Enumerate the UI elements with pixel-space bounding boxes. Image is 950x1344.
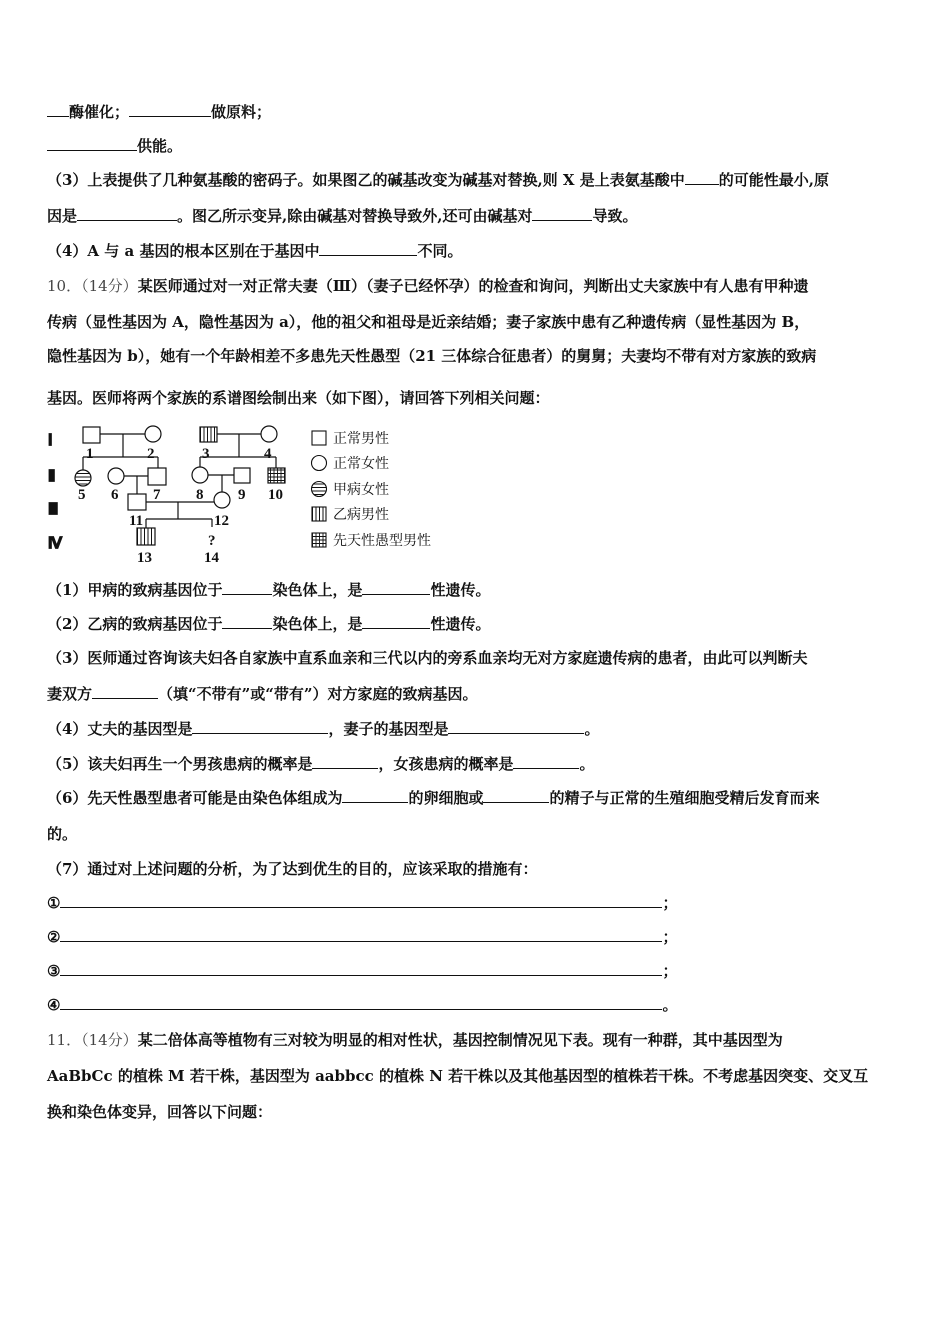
id-label: 1 (86, 446, 94, 462)
text: 某二倍体高等植物有三对较为明显的相对性状，基因控制情况见下表。现有一种群，其中基因型为 (137, 1031, 783, 1049)
blank (362, 614, 430, 629)
text: ； (662, 928, 678, 946)
legend-label: 甲病女性 (333, 482, 389, 498)
id-label: 10 (268, 487, 283, 503)
text: 。 (579, 755, 595, 773)
line: 隐性基因为 b），她有一个年龄相差不多患先天性愚型（21 三体综合征患者）的舅舅；夫妻均不带有对方家族的致病 (47, 347, 817, 365)
gen-label: Ⅳ (48, 536, 62, 552)
blank (685, 170, 719, 185)
text: （填“不带有”或“带有”）对方家庭的致病基因。 (158, 685, 478, 703)
text: 的精子与正常的生殖细胞受精后发育而来 (549, 789, 820, 807)
line (47, 754, 594, 774)
blank (532, 206, 592, 221)
id-label: 12 (214, 513, 229, 529)
text: 染色体上，是 (272, 615, 363, 633)
female-normal-4 (261, 426, 277, 442)
line (47, 893, 677, 913)
line: （7）通过对上述问题的分析，为了达到优生的目的，应该采取的措施有： (47, 860, 538, 878)
id-label: 2 (147, 446, 155, 462)
text: 某医师通过对一对正常夫妻（Ⅲ）（妻子已经怀孕）的检查和询问，判断出丈夫家族中有人患有甲种遗 (137, 277, 809, 295)
female-normal-12 (214, 492, 230, 508)
blank (92, 684, 158, 699)
text: （1）甲病的致病基因位于 (47, 581, 223, 599)
legend-female-disease-a-icon (312, 482, 327, 497)
blank (192, 719, 328, 734)
female-normal-2 (145, 426, 161, 442)
text: （2）乙病的致病基因位于 (47, 615, 223, 633)
text: ② (47, 928, 61, 946)
line (47, 580, 490, 600)
id-label: 6 (111, 487, 119, 503)
text: 。 (584, 720, 600, 738)
text: 。 (662, 996, 678, 1014)
gen-label: Ⅰ (48, 433, 53, 449)
text: 酶催化； (69, 103, 130, 121)
gen-label: Ⅱ (48, 469, 56, 485)
legend-label: 乙病男性 (333, 507, 389, 523)
line (47, 1030, 783, 1050)
line: 基因。医师将两个家族的系谱图绘制出来（如下图），请回答下列相关问题： (47, 389, 550, 407)
unknown-label: ? (208, 533, 216, 549)
legend-male-disease-b-icon (312, 507, 326, 521)
pedigree-chart (0, 0, 463, 580)
line: AaBbCc 的植株 M 若干株，基因型为 aabbcc 的植株 N 若干株以及其他基因型的植株若干株。不考虑基因突变、交叉互 (47, 1067, 869, 1085)
male-normal-7 (148, 468, 166, 485)
text: 性遗传。 (430, 615, 491, 633)
male-normal-9 (234, 468, 250, 483)
line (47, 788, 819, 808)
text: 妻双方 (47, 685, 93, 703)
id-label: 5 (78, 487, 86, 503)
text: （4）丈夫的基因型是 (47, 720, 193, 738)
text: ① (47, 894, 61, 912)
male-normal-11 (128, 494, 146, 510)
text: 因是 (47, 207, 78, 225)
line (47, 719, 599, 739)
text: 导致。 (592, 207, 638, 225)
line: 传病（显性基因为 A，隐性基因为 a），他的祖父和祖母是近亲结婚；妻子家族中患有乙种遗传病（显性基因为 B， (47, 313, 810, 331)
line (47, 961, 677, 981)
id-label: 3 (202, 446, 210, 462)
blank (222, 580, 272, 595)
blank (60, 995, 662, 1010)
legend-male-down-icon (312, 533, 326, 547)
line (47, 995, 677, 1015)
id-label: 11 (129, 513, 144, 529)
gen-label: Ⅲ (48, 502, 59, 518)
text: ④ (47, 996, 61, 1014)
text: 做原料； (211, 103, 272, 121)
line (47, 927, 677, 947)
text: （6）先天性愚型患者可能是由染色体组成为 (47, 789, 343, 807)
blank (222, 614, 272, 629)
legend-label: 正常女性 (333, 456, 389, 472)
legend-female-normal-icon (312, 456, 327, 471)
id-label: 8 (196, 487, 204, 503)
female-normal-8 (192, 467, 208, 483)
text: ，妻子的基因型是 (328, 720, 449, 738)
text: ； (662, 962, 678, 980)
text: 性遗传。 (430, 581, 491, 599)
blank (513, 754, 579, 769)
text: 供能。 (137, 137, 183, 155)
text: 的可能性最小,原 (718, 171, 829, 189)
id-label: 13 (137, 550, 152, 566)
blank (60, 961, 662, 976)
female-normal-6 (108, 468, 124, 484)
text: （5）该夫妇再生一个男孩患病的概率是 (47, 755, 313, 773)
male-disease-b-13 (137, 528, 155, 545)
female-disease-a-5 (75, 470, 91, 486)
question-number: 11．（14分） (47, 1031, 138, 1049)
blank (342, 788, 408, 803)
male-down-syndrome-10 (268, 468, 285, 483)
text: （3）上表提供了几种氨基酸的密码子。如果图乙的碱基改变为碱基对替换,则 X 是上表氨基酸中 (47, 171, 685, 189)
legend-label: 正常男性 (333, 431, 389, 447)
blank (60, 893, 662, 908)
question-number: 10．（14分） (47, 277, 138, 295)
text: 。图乙所示变异,除由碱基对替换导致外,还可由碱基对 (177, 207, 533, 225)
male-disease-b-3 (200, 427, 217, 442)
male-normal-1 (83, 427, 100, 443)
blank (483, 788, 549, 803)
id-label: 14 (204, 550, 219, 566)
blank (312, 754, 378, 769)
line: （3）医师通过咨询该夫妇各自家族中直系血亲和三代以内的旁系血亲均无对方家庭遗传病的患者，由此可以判断夫 (47, 649, 808, 667)
legend-label: 先天性愚型男性 (333, 533, 431, 549)
text: ； (662, 894, 678, 912)
line (47, 614, 490, 634)
line: 的。 (47, 825, 78, 843)
line (47, 684, 478, 704)
id-label: 7 (153, 487, 161, 503)
text: ③ (47, 962, 61, 980)
blank (448, 719, 584, 734)
legend-male-normal-icon (312, 431, 326, 445)
text: 染色体上，是 (272, 581, 363, 599)
id-label: 9 (238, 487, 246, 503)
text: （4）A 与 a 基因的根本区别在于基因中 (47, 242, 320, 260)
line: 换和染色体变异，回答以下问题： (47, 1103, 273, 1121)
blank (60, 927, 662, 942)
text: 的卵细胞或 (408, 789, 484, 807)
text: ，女孩患病的概率是 (378, 755, 514, 773)
id-label: 4 (264, 446, 272, 462)
text: 不同。 (417, 242, 463, 260)
blank (362, 580, 430, 595)
